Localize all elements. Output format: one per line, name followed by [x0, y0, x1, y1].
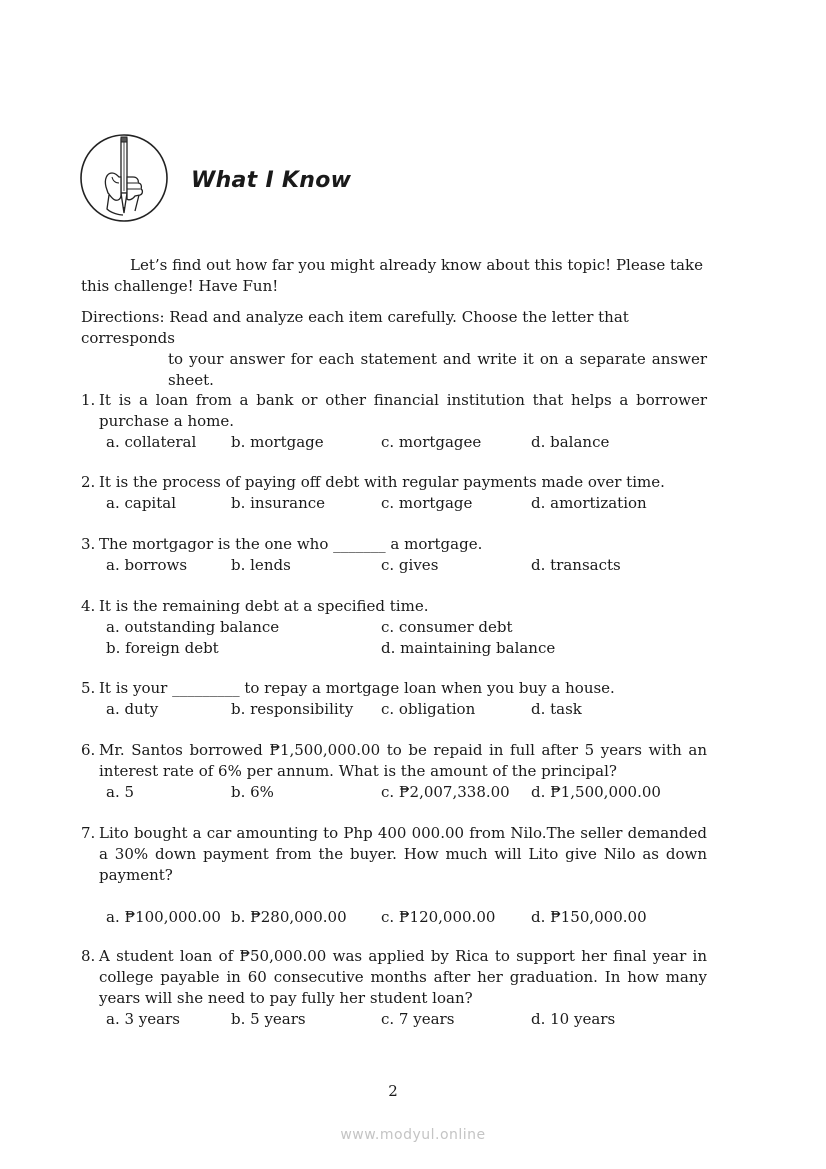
choice-b: b. ₱280,000.00	[231, 908, 347, 926]
directions-label: Directions:	[81, 308, 165, 326]
question-number: 8.	[81, 947, 96, 965]
choice-c: c. gives	[381, 556, 439, 574]
directions-first-line	[81, 307, 707, 349]
question-text: It is your _________ to repay a mortgage loan when you buy a house.	[99, 679, 615, 697]
choice-a: a. borrows	[106, 556, 188, 574]
question-number: 1.	[81, 391, 96, 409]
question-text: It is the process of paying off debt with regular payments made over time.	[99, 473, 665, 491]
choice-b: b. foreign debt	[106, 639, 219, 657]
choice-d: d. maintaining balance	[381, 639, 556, 657]
choice-d: d. balance	[531, 433, 610, 451]
choice-c: c. 7 years	[381, 1010, 455, 1028]
choices-row	[81, 493, 707, 514]
choice-b: b. 5 years	[231, 1010, 306, 1028]
question-4	[81, 596, 707, 659]
question-1	[81, 390, 707, 453]
question-7	[81, 823, 707, 928]
choice-d: d. ₱1,500,000.00	[531, 783, 661, 801]
question-number: 6.	[81, 741, 96, 759]
choice-b: b. lends	[231, 556, 291, 574]
directions-line1: Read and analyze each item carefully. Choose the letter that corresponds	[81, 308, 629, 347]
choice-c: c. mortgagee	[381, 433, 482, 451]
choice-c: c. ₱2,007,338.00	[381, 783, 510, 801]
page-number: 2	[388, 1082, 398, 1100]
question-text: The mortgagor is the one who _______ a mortgage.	[99, 535, 483, 553]
choices-row	[81, 907, 707, 928]
question-2	[81, 472, 707, 514]
question-6	[81, 740, 707, 803]
choice-b: b. 6%	[231, 783, 274, 801]
question-number: 2.	[81, 473, 96, 491]
choice-c: c. ₱120,000.00	[381, 908, 496, 926]
choices-row	[81, 699, 707, 720]
section-title: What I Know	[191, 168, 352, 193]
choice-d: d. task	[531, 700, 582, 718]
choice-b: b. mortgage	[231, 433, 324, 451]
directions-rest: to your answer for each statement and write it on a separate answer sheet.	[168, 350, 707, 389]
question-text: A student loan of ₱50,000.00 was applied by Rica to support her final year in college payable in 60 consecutive months after her graduation. In how many years will she need to pay fully her student loan?	[99, 947, 707, 1007]
question-number: 3.	[81, 535, 96, 553]
question-text: It is the remaining debt at a specified time.	[99, 597, 429, 615]
choice-b: b. insurance	[231, 494, 326, 512]
choice-c: c. consumer debt	[381, 618, 513, 636]
choices-row	[81, 617, 707, 638]
choice-a: a. capital	[106, 494, 176, 512]
choice-c: c. obligation	[381, 700, 476, 718]
question-8	[81, 946, 707, 1030]
question-text: It is a loan from a bank or other financial institution that helps a borrower purchase a home.	[99, 391, 707, 430]
choices-row	[81, 782, 707, 803]
directions	[81, 307, 707, 391]
choice-d: d. 10 years	[531, 1010, 616, 1028]
intro-paragraph: Let’s find out how far you might already know about this topic! Please take this challenge! Have Fun!	[81, 256, 703, 295]
choice-a: a. outstanding balance	[106, 618, 280, 636]
question-text: Lito bought a car amounting to Php 400 000.00 from Nilo.The seller demanded a 30% down payment from the buyer. How much will Lito give Nilo as down payment?	[99, 824, 707, 884]
choice-a: a. 3 years	[106, 1010, 180, 1028]
choice-b: b. responsibility	[231, 700, 354, 718]
choices-row	[81, 555, 707, 576]
choice-d: d. amortization	[531, 494, 647, 512]
choice-d: d. ₱150,000.00	[531, 908, 647, 926]
choices-row	[81, 638, 707, 659]
choices-row	[81, 432, 707, 453]
choice-d: d. transacts	[531, 556, 621, 574]
choice-a: a. ₱100,000.00	[106, 908, 221, 926]
question-number: 4.	[81, 597, 96, 615]
question-5	[81, 678, 707, 720]
question-text: Mr. Santos borrowed ₱1,500,000.00 to be repaid in full after 5 years with an interest rate of 6% per annum. What is the amount of the principal?	[99, 741, 707, 780]
choice-c: c. mortgage	[381, 494, 473, 512]
choice-a: a. duty	[106, 700, 159, 718]
choice-a: a. collateral	[106, 433, 197, 451]
question-number: 7.	[81, 824, 96, 842]
choices-row	[81, 1009, 707, 1030]
question-number: 5.	[81, 679, 96, 697]
watermark: www.modyul.online	[340, 1127, 486, 1143]
question-3	[81, 534, 707, 576]
choice-a: a. 5	[106, 783, 135, 801]
hand-holding-pencil-icon	[79, 133, 169, 223]
